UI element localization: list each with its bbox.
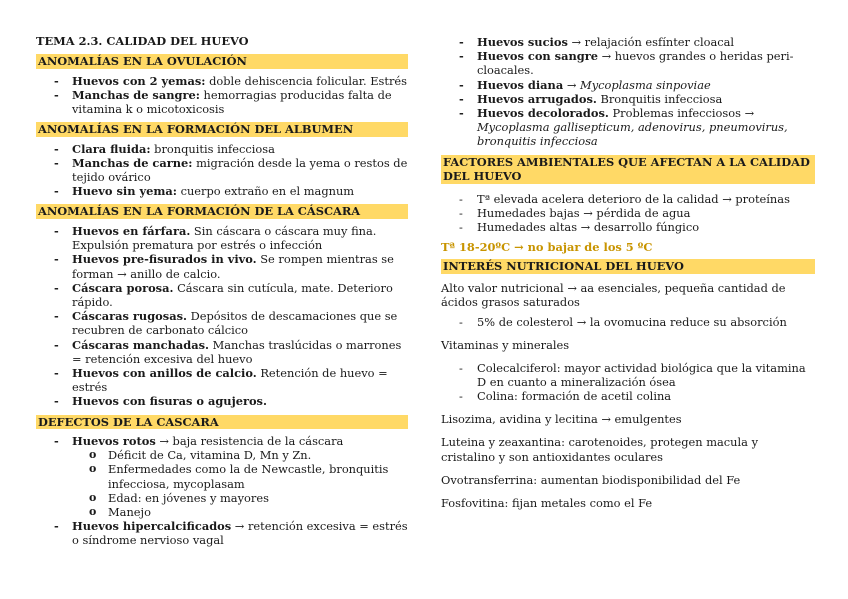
list-item: - Humedades altas → desarrollo fúngico — [441, 220, 815, 234]
list-item: - Huevos con 2 yemas: doble dehiscencia folicular. Estrés — [36, 74, 408, 88]
sub-list-item: o Déficit de Ca, vitamina D, Mn y Zn. — [72, 448, 408, 462]
heading-nutricional: INTERÉS NUTRICIONAL DEL HUEVO — [441, 259, 815, 274]
list-ambientales — [441, 192, 815, 235]
list-item: - Manchas de carne: migración desde la yema o restos de tejido ovárico — [36, 156, 408, 184]
list-defectos-cont — [441, 35, 815, 149]
list-item: - Cáscaras rugosas. Depósitos de descamaciones que se recubren de carbonato cálcico — [36, 309, 408, 337]
sublist-rotos — [72, 448, 408, 519]
list-item: - Huevos rotos → baja resistencia de la cáscara o Déficit de Ca, vitamina D, Mn y Zn. o Enfermedades como la de Newcastle, bronquitis infecciosa, mycoplasam o Edad: en jóvenes y mayores o Manejo — [36, 434, 408, 519]
paragraph-valor-nutricional: Alto valor nutricional → aa esenciales, pequeña cantidad de ácidos grasos saturados — [441, 280, 786, 309]
paragraph-ovotransferrina: Ovotransferrina: aumentan biodisponibilidad del Fe — [441, 472, 741, 487]
list-colesterol — [441, 315, 815, 329]
list-item: - Huevos sucios → relajación esfínter cloacal — [441, 35, 815, 49]
list-vitaminas — [441, 361, 815, 404]
list-item: - Huevos arrugados. Bronquitis infecciosa — [441, 92, 815, 106]
list-item: - Manchas de sangre: hemorragias producidas falta de vitamina k o micotoxicosis — [36, 88, 408, 116]
list-albumen — [36, 142, 408, 199]
sub-list-item: o Manejo — [72, 505, 408, 519]
paragraph-fosfovitina: Fosfovitina: fijan metales como el Fe — [441, 495, 653, 510]
list-item: - Cáscaras manchadas. Manchas traslúcidas o marrones = retención excesiva del huevo — [36, 338, 408, 366]
heading-ambientales: FACTORES AMBIENTALES QUE AFECTAN A LA CALIDAD DEL HUEVO — [441, 155, 815, 184]
list-item: - Cáscara porosa. Cáscara sin cutícula, mate. Deterioro rápido. — [36, 281, 408, 309]
list-item: - Tª elevada acelera deterioro de la calidad → proteínas — [441, 192, 815, 206]
paragraph-lisozima: Lisozima, avidina y lecitina → emulgentes — [441, 412, 682, 427]
list-item: - Huevos pre-fisurados in vivo. Se rompen mientras se forman → anillo de calcio. — [36, 252, 408, 280]
list-cascara — [36, 224, 408, 409]
right-column — [441, 35, 815, 519]
paragraph-luteina: Luteina y zeaxantina: carotenoides, protegen macula y cristalino y son antioxidantes oculares — [441, 435, 759, 464]
list-item: - Huevos con fisuras o agujeros. — [36, 394, 408, 408]
list-item: - Huevo sin yema: cuerpo extraño en el magnum — [36, 184, 408, 198]
paragraph-vitaminas: Vitaminas y minerales — [441, 338, 570, 353]
sub-list-item: o Enfermedades como la de Newcastle, bronquitis infecciosa, mycoplasam — [72, 462, 408, 490]
temperature-note: Tª 18-20ºC → no bajar de los 5 ºC — [441, 240, 653, 255]
list-item: - Colina: formación de acetil colina — [441, 389, 815, 403]
list-item: - 5% de colesterol → la ovomucina reduce su absorción — [441, 315, 815, 329]
list-item: - Huevos con sangre → huevos grandes o heridas peri-cloacales. — [441, 49, 815, 77]
list-item: - Huevos con anillos de calcio. Retención de huevo = estrés — [36, 366, 408, 394]
list-item: - Humedades bajas → pérdida de agua — [441, 206, 815, 220]
list-item: - Huevos en fárfara. Sin cáscara o cáscara muy fina. Expulsión prematura por estrés o infección — [36, 224, 408, 252]
sub-list-item: o Edad: en jóvenes y mayores — [72, 491, 408, 505]
page-title: TEMA 2.3. CALIDAD DEL HUEVO — [36, 34, 249, 48]
list-item: - Clara fluida: bronquitis infecciosa — [36, 142, 408, 156]
list-defectos — [36, 434, 408, 548]
heading-albumen: ANOMALÍAS EN LA FORMACIÓN DEL ALBUMEN — [36, 122, 408, 137]
list-item: - Colecalciferol: mayor actividad biológica que la vitamina D en cuanto a mineralización ósea — [441, 361, 815, 389]
heading-cascara: ANOMALÍAS EN LA FORMACIÓN DE LA CÁSCARA — [36, 204, 408, 219]
list-item: - Huevos diana → Mycoplasma sinpoviae — [441, 78, 815, 92]
list-item: - Huevos hipercalcificados → retención excesiva = estrés o síndrome nervioso vagal — [36, 519, 408, 547]
list-item: - Huevos decolorados. Problemas infecciosos → Mycoplasma gallisepticum, adenovirus, pneumovirus, bronquitis infecciosa — [441, 106, 815, 149]
list-ovulacion — [36, 74, 408, 117]
heading-defectos: DEFECTOS DE LA CASCARA — [36, 415, 408, 430]
heading-ovulacion: ANOMALÍAS EN LA OVULACIÓN — [36, 54, 408, 69]
left-column — [36, 34, 408, 548]
